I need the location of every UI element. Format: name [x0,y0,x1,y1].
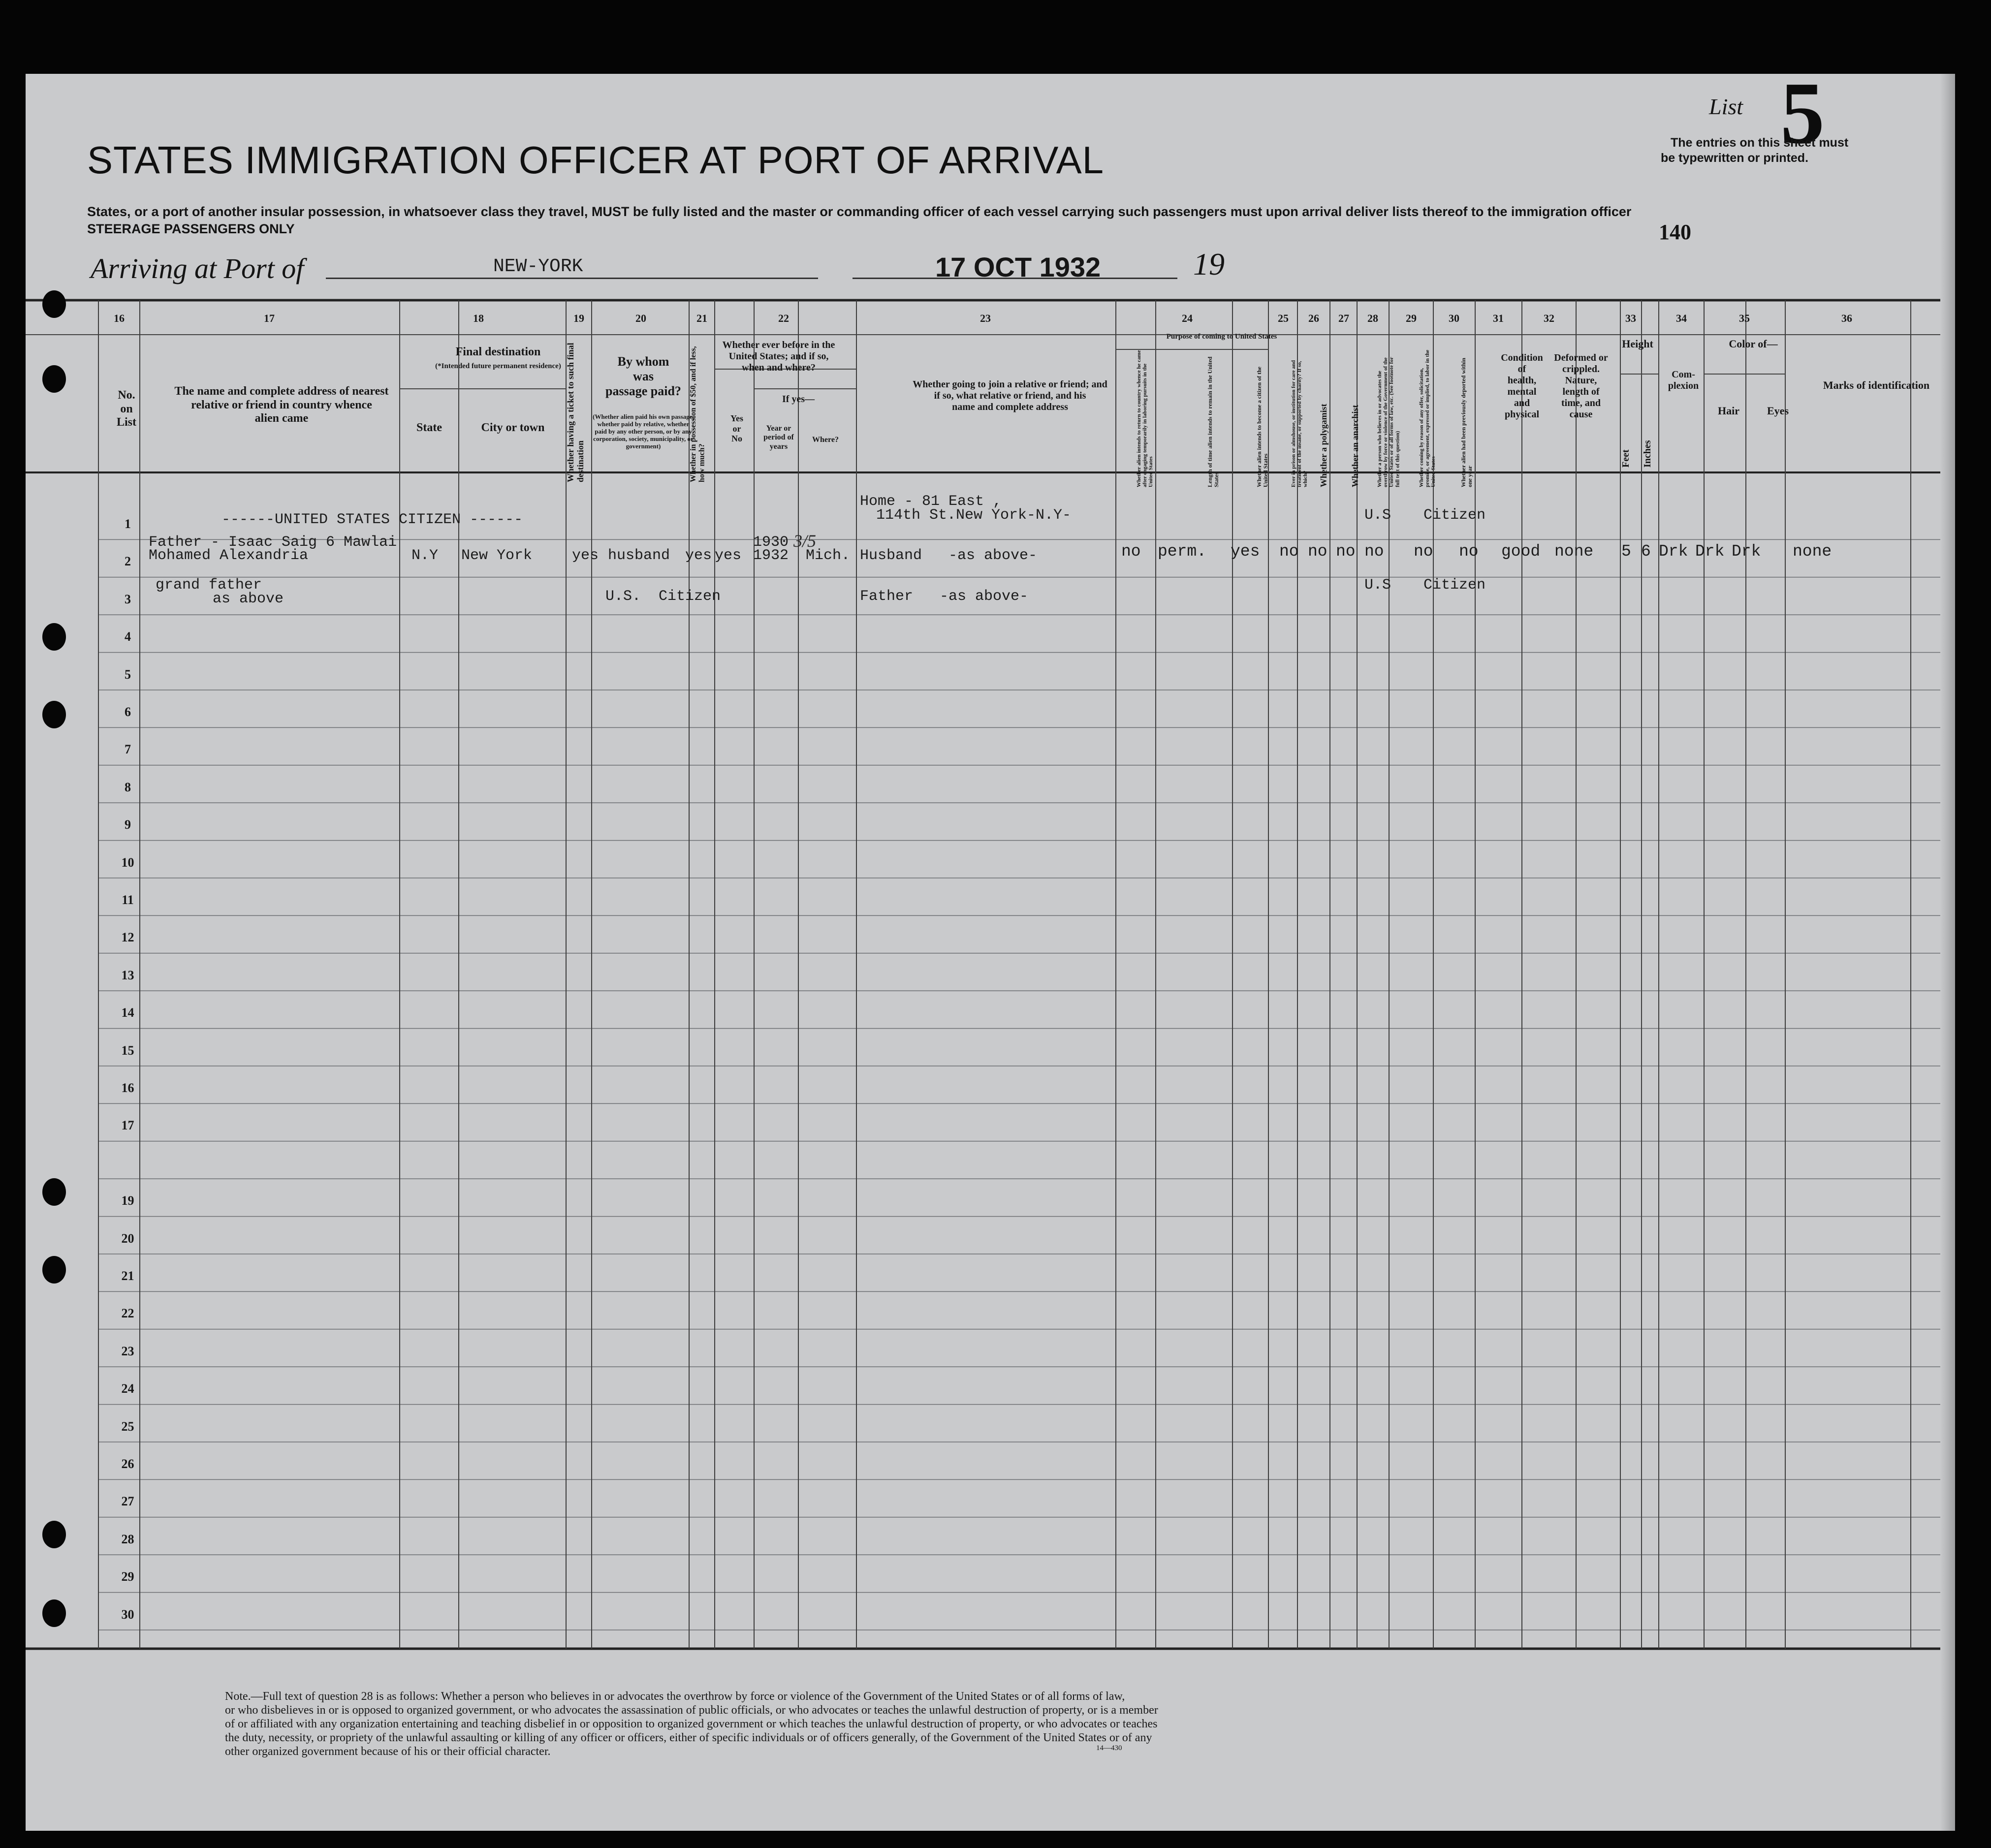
r2-prison: no [1279,542,1299,561]
header-purpose-citizen: Whether alien intends to become a citizen of the United States [1256,366,1269,487]
header-ever-before: Whether ever before in the United States; and if so, when and where? [722,340,835,373]
row-number: 16 [121,1081,134,1095]
r2-join-relative: Husband -as above- [860,547,1038,564]
manifest-sheet [26,74,1955,1831]
header-final-destination: Final destination [455,345,541,358]
year-prefix: 19 [1193,247,1225,282]
header-purpose-length: Length of time alien intends to remain in the United States [1206,356,1220,487]
row-number: 14 [121,1005,134,1020]
row-number: 11 [122,893,134,907]
r2-state: N.Y [411,547,439,564]
row-number: 30 [121,1607,134,1622]
header-hair: Hair [1718,405,1739,417]
header-health: Condition of health, mental and physical [1501,352,1543,420]
row-number: 17 [121,1118,134,1133]
column-number: 19 [573,312,584,324]
r2-hair: Drk [1695,542,1725,561]
subtitle: States, or a port of another insular possession, in whatsoever class they travel, MUST be fully listed and the master or commanding officer of each vessel carrying such passengers must upon arrival deliver lists thereof to the immigration officer [87,204,1632,219]
binder-hole [42,290,66,318]
column-number: 17 [264,312,275,324]
r2-ever-before: yes [715,547,742,564]
r1-us: U.S [1364,507,1391,524]
r1-united-states-citizen: ------UNITED STATES CITIZEN ------ [221,511,523,528]
r2-where: Mich. [806,547,851,564]
footnote [225,1690,1158,1758]
header-anarchist: Whether an anarchist [1350,405,1360,487]
header-inches: Inches [1642,440,1653,468]
entries-note-1: The entries on this sheet must [1671,136,1849,150]
row-number: 26 [121,1457,134,1471]
binder-hole [42,701,66,728]
header-yes-no: Yes or No [730,413,743,444]
header-height: Height [1622,338,1653,350]
row-number: 6 [125,705,131,719]
page-title: STATES IMMIGRATION OFFICER AT PORT OF ARRIVAL [87,138,1105,182]
column-number: 32 [1544,312,1554,324]
entries-note-2: be typewritten or printed. [1661,151,1809,165]
header-no-on-list: No. on List [116,389,136,429]
row-number: 23 [121,1344,134,1358]
row-number: 9 [125,817,131,832]
header-fifty-dollars: Whether in possession of $50, and if less, how much? [689,346,706,482]
header-year: Year or period of years [763,424,794,451]
r2-passage-paid: husband [608,547,670,564]
column-number: 33 [1625,312,1636,324]
header-state: State [416,421,442,434]
column-number: 26 [1308,312,1319,324]
header-marks: Marks of identification [1823,379,1930,391]
r2-ticket: yes [572,547,599,564]
header-feet: Feet [1620,449,1631,468]
r2-eyes: Drk [1732,542,1761,561]
r2-money: yes [685,547,712,564]
column-number: 20 [635,312,646,324]
header-labor-offer: Whether coming by reason of any offer, solicitation, promise, or agreement, expressed or implied, to labor in the United States [1419,349,1437,487]
binder-hole [42,365,66,393]
footnote-line: other organized government because of his or their official character. [225,1745,551,1758]
arrival-date: 17 OCT 1932 [935,251,1101,282]
footnote-line: Note.—Full text of question 28 is as follows: Whether a person who believes in or advocates the overthrow by force or violence of the Government of the United States or of all forms of law, [225,1690,1125,1703]
binder-hole [42,1599,66,1627]
r2-height-feet: 5 [1621,542,1631,561]
row-number: 8 [125,780,131,794]
column-number: 23 [980,312,991,324]
r2-year-1932: 1932 [753,547,789,564]
r2-labor-offer: no [1414,542,1433,561]
r1-home-address-a: Home - 81 East , [860,493,1002,510]
row-number: 19 [121,1193,134,1208]
footnote-line: of or affiliated with any organization entertaining and teaching disbelief in or opposition to organized government or which teaches the unlawful destruction of property, or who advocates or teaches [225,1718,1158,1730]
r2-complexion: Drk [1659,542,1688,561]
row-number: 25 [121,1419,134,1434]
row-number: 29 [121,1569,134,1584]
column-number: 34 [1676,312,1687,324]
r3-us: U.S [1364,577,1391,594]
form-number: 14—430 [1096,1744,1122,1752]
binder-hole [42,623,66,651]
r2-year-1930: 1930 [753,534,789,551]
r3-citizen: Citizen [1423,577,1486,594]
port-underline [326,278,818,279]
header-deported: Whether alien had been previously deported within one year [1460,358,1474,487]
r3-grand-father-a: grand father [156,577,262,594]
header-nearest-relative: The name and complete address of nearest relative or friend in country whence alien came [174,385,389,425]
header-if-yes: If yes— [782,394,815,405]
header-final-destination-note: (*Intended future permanent residence) [435,362,561,370]
r2-deported: no [1459,542,1479,561]
r2-intends-citizen: yes [1231,542,1260,561]
header-ticket: Whether having a ticket to such final destination [566,343,585,482]
column-number: 28 [1367,312,1378,324]
r3-grand-father-b: as above [213,591,284,607]
r1-home-address-b: 114th St.New York-N.Y- [876,507,1072,524]
column-number: 21 [696,312,707,324]
header-passage-paid: By whom was passage paid? [605,354,681,398]
header-where: Where? [812,436,839,444]
column-number: 31 [1493,312,1504,324]
header-eyes: Eyes [1767,405,1789,417]
row-number: 12 [121,930,134,945]
row-number: 24 [121,1381,134,1396]
passenger-class: STEERAGE PASSENGERS ONLY [87,221,295,236]
header-purpose-return: Whether alien intends to return to country whence he came after engaging temporarily in laboring pursuits in the United States [1136,350,1154,487]
row-number: 5 [125,667,131,682]
header-polygamist: Whether a polygamist [1319,404,1328,487]
header-overthrow: Whether a person who believes in or advocates the overthrow by force or violence of the Government of the United States or of all forms of law, etc. (See footnote for full text of this question) [1377,357,1401,487]
ruled-grid [26,74,1955,1831]
r3-passage-paid: U.S. Citizen [605,588,721,605]
row-number: 7 [125,742,131,757]
row-number: 21 [121,1269,134,1283]
row-number: 28 [121,1532,134,1546]
header-passage-paid-note: (Whether alien paid his own passage, whether paid by relative, whether paid by any other person, or by any corporation, society, municipality, or government) [593,413,694,450]
header-color-of: Color of— [1729,338,1778,350]
header-city: City or town [481,421,545,434]
r1-citizen: Citizen [1423,507,1486,524]
r2-height-inches: 6 [1641,542,1651,561]
header-prison: Ever in prison or almshouse, or institution for care and treatment of the insane, or supported by charity? If so, which? [1291,360,1309,487]
row-number: 10 [121,855,134,870]
r2-city: New York [461,547,533,564]
binder-hole [42,1256,66,1284]
row-number: 13 [121,968,134,982]
r2-length-stay: perm. [1158,542,1207,561]
row-number: 15 [121,1043,134,1058]
binder-hole [42,1178,66,1206]
column-number: 18 [473,312,484,324]
column-number: 16 [114,312,125,324]
header-join-relative: Whether going to join a relative or friend; and if so, what relative or friend, and his name and complete address [913,379,1107,412]
r2-town: Mohamed Alexandria [149,547,309,564]
column-number: 36 [1841,312,1852,324]
row-number: 3 [125,592,131,606]
row-number: 22 [121,1306,134,1321]
r2-anarchist: no [1336,542,1356,561]
r3-join-relative: Father -as above- [860,588,1029,605]
column-number: 25 [1278,312,1289,324]
row-number: 20 [121,1231,134,1246]
r2-health: good [1501,542,1541,561]
list-number: 5 [1780,74,1825,162]
arriving-label: Arriving at Port of [91,252,304,284]
column-number: 35 [1739,312,1750,324]
r2-deformed: none [1554,542,1594,561]
row-number: 27 [121,1494,134,1509]
column-number: 22 [778,312,789,324]
page-number: 140 [1659,220,1691,244]
r2-father-address: Father - Isaac Saig 6 Mawlai [149,534,397,551]
binder-hole [42,1521,66,1548]
r2-overthrow: no [1364,542,1384,561]
column-number: 30 [1449,312,1459,324]
r2-polygamist: no [1308,542,1327,561]
column-number: 24 [1182,312,1193,324]
header-purpose: Purpose of coming to United States [1166,333,1277,341]
r2-return: no [1121,542,1141,561]
row-number: 1 [125,517,131,531]
footnote-line: or who disbelieves in or is opposed to organized government, or who advocates the assassination of public officials, or who advocates or teaches the unlawful destruction of property, or is a member [225,1704,1158,1717]
footnote-line: the duty, necessity, or propriety of the unlawful assaulting or killing of any officer or officers, either of specific individuals or of officers generally, of the Government of the United States or of any [225,1731,1152,1744]
row-number: 4 [125,629,131,644]
r2-marks: none [1793,542,1832,561]
column-number: 27 [1338,312,1349,324]
header-deformed: Deformed or crippled. Nature, length of time, and cause [1554,352,1608,420]
row-number: 2 [125,554,131,569]
header-complexion: Com- plexion [1668,369,1699,391]
port-name: NEW-YORK [493,256,583,277]
list-label: List [1709,94,1743,119]
r2-handwritten-mark: 3/5 [793,531,817,551]
column-number: 29 [1406,312,1417,324]
